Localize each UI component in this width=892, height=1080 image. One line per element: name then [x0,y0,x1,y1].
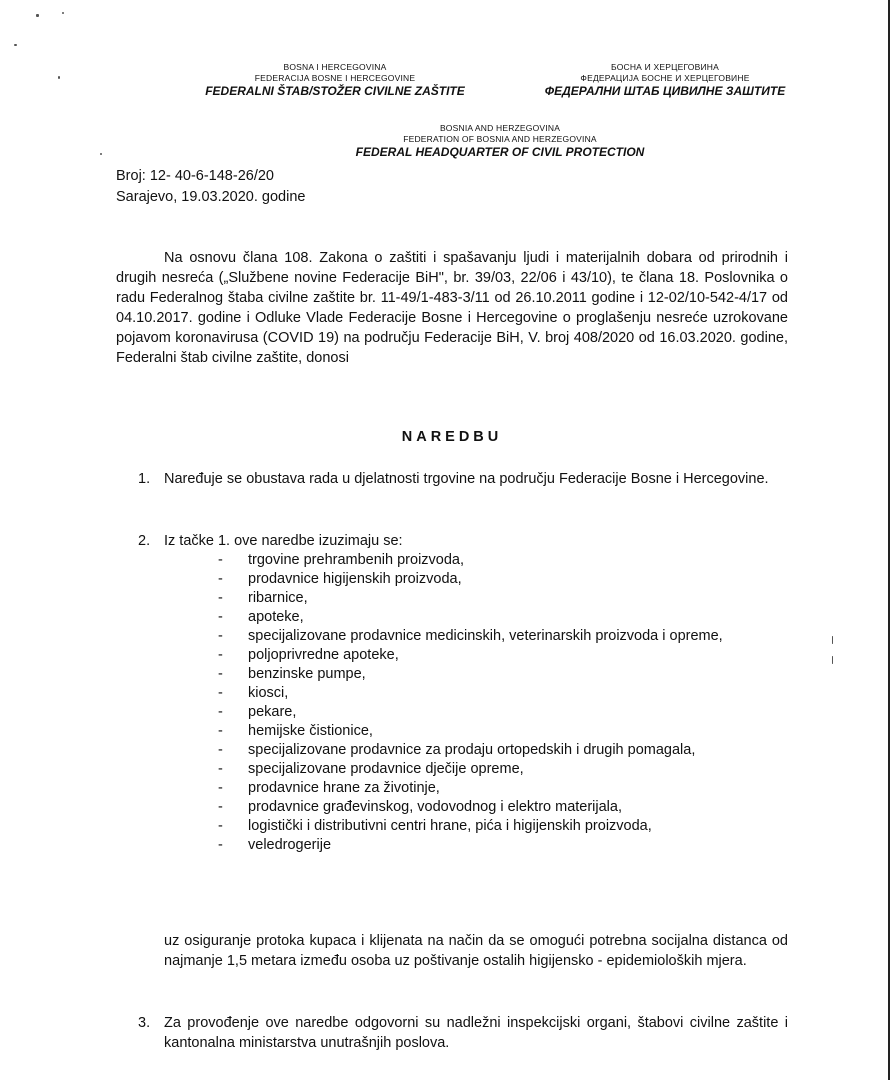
item-2-number: 2. [138,533,151,549]
exception-text: poljoprivredne apoteke, [248,647,399,663]
header-center-institution: FEDERAL HEADQUARTER OF CIVIL PROTECTION [355,145,645,159]
exception-item: - poljoprivredne apoteke, [218,647,399,663]
exception-text: pekare, [248,704,297,720]
exception-text: prodavnice građevinskog, vodovodnog i elektro materijala, [248,799,622,815]
exception-text: specijalizovane prodavnice za prodaju ortopedskih i drugih pomagala, [248,742,696,758]
exception-text: prodavnice hrane za životinje, [248,780,440,796]
header-right-institution: ФЕДЕРАЛНИ ШТАБ ЦИВИЛНЕ ЗАШТИТЕ [544,84,786,98]
exception-item: - trgovine prehrambenih proizvoda, [218,552,465,568]
exception-text: apoteke, [248,609,304,625]
scan-speck [14,44,17,46]
scan-speck [36,14,39,17]
exception-item: - benzinske pumpe, [218,666,366,682]
exception-item: - specijalizovane prodavnice za prodaju ortopedskih i drugih pomagala, [218,742,696,758]
item-1-number: 1. [138,471,151,487]
exception-text: specijalizovane prodavnice medicinskih, veterinarskih proizvoda i opreme, [248,628,723,644]
item-2-condition: uz osiguranje protoka kupaca i klijenata na način da se omogući potrebna socijalna distanca od najmanje 1,5 metara između osoba uz poštivanje ostalih higijensko - epidemioloških mjera. [164,933,788,969]
exception-text: prodavnice higijenskih proizvoda, [248,571,462,587]
exception-item: - specijalizovane prodavnice medicinskih, veterinarskih proizvoda i opreme, [218,628,723,644]
exception-item: - prodavnice građevinskog, vodovodnog i elektro materijala, [218,799,622,815]
exception-item: - prodavnice hrane za životinje, [218,780,440,796]
item-1-text: Naređuje se obustava rada u djelatnosti trgovine na području Federacije Bosne i Hercegovine. [164,471,769,487]
header-right-federation: ФЕДЕРАЦИЈА БОСНЕ И ХЕРЦЕГОВИНЕ [580,73,750,83]
header-center-federation: FEDERATION OF BOSNIA AND HERZEGOVINA [403,134,597,144]
place-and-date: Sarajevo, 19.03.2020. godine [116,189,306,205]
item-3-text: Za provođenje ove naredbe odgovorni su nadležni inspekcijski organi, štabovi civilne zaštite i kantonalna ministarstva unutrašnjih poslova. [164,1015,788,1051]
intro-paragraph: Na osnovu člana 108. Zakona o zaštiti i spašavanju ljudi i materijalnih dobara od prirodnih i drugih nesreća („Službene novine Federacije BiH", br. 39/03, 22/06 i 43/10), te člana 18. Poslovnika o radu Federalnog štaba civilne zaštite br. 11-49/1-483-3/11 od 26.10.2011 godine i 12-02/10-542-4/17 od 04.10.2017. godine i Odluke Vlade Federacije Bosne i Hercegovine o proglašenju nesreće uzrokovane pojavom koronavirusa (COVID 19) na području Federacije BiH, V. broj 408/2020 od 16.03.2020. godine, Federalni štab civilne zaštite, donosi [116,250,788,366]
exception-item: - veledrogerije [218,837,332,853]
exception-item: - apoteke, [218,609,304,625]
document-title: NAREDBU [401,429,503,445]
header-left-institution: FEDERALNI ŠTAB/STOŽER CIVILNE ZAŠTITE [205,84,465,98]
item-3-number: 3. [138,1015,151,1031]
scan-speck [832,656,833,664]
exception-text: specijalizovane prodavnice dječije opreme, [248,761,524,777]
exception-text: hemijske čistionice, [248,723,373,739]
exception-item: - specijalizovane prodavnice dječije opreme, [218,761,524,777]
exception-text: trgovine prehrambenih proizvoda, [248,552,465,568]
exception-text: kiosci, [248,685,289,701]
reference-number: Broj: 12- 40-6-148-26/20 [116,168,274,184]
exception-item: - prodavnice higijenskih proizvoda, [218,571,462,587]
exception-item: - hemijske čistionice, [218,723,373,739]
exception-text: veledrogerije [248,837,332,853]
exception-item: - logistički i distributivni centri hrane, pića i higijenskih proizvoda, [218,818,652,834]
item-2-text: Iz tačke 1. ove naredbe izuzimaju se: [164,533,403,549]
exception-item: - ribarnice, [218,590,308,606]
header-left-country: BOSNA I HERCEGOVINA [283,62,387,72]
header-right-country: БОСНА И ХЕРЦЕГОВИНА [611,62,719,72]
exception-text: benzinske pumpe, [248,666,366,682]
exception-item: - kiosci, [218,685,289,701]
scan-speck [62,12,64,14]
scan-speck [58,76,60,79]
scan-speck [100,153,102,155]
exception-text: ribarnice, [248,590,308,606]
scan-speck [832,636,833,644]
header-right [505,62,825,98]
header-center-country: BOSNIA AND HERZEGOVINA [439,123,561,133]
exception-item: - pekare, [218,704,297,720]
header-center [300,123,700,159]
header-left-federation: FEDERACIJA BOSNE I HERCEGOVINE [254,73,416,83]
exception-text: logistički i distributivni centri hrane, pića i higijenskih proizvoda, [248,818,652,834]
header-left [170,62,500,98]
exceptions-list [212,551,788,855]
